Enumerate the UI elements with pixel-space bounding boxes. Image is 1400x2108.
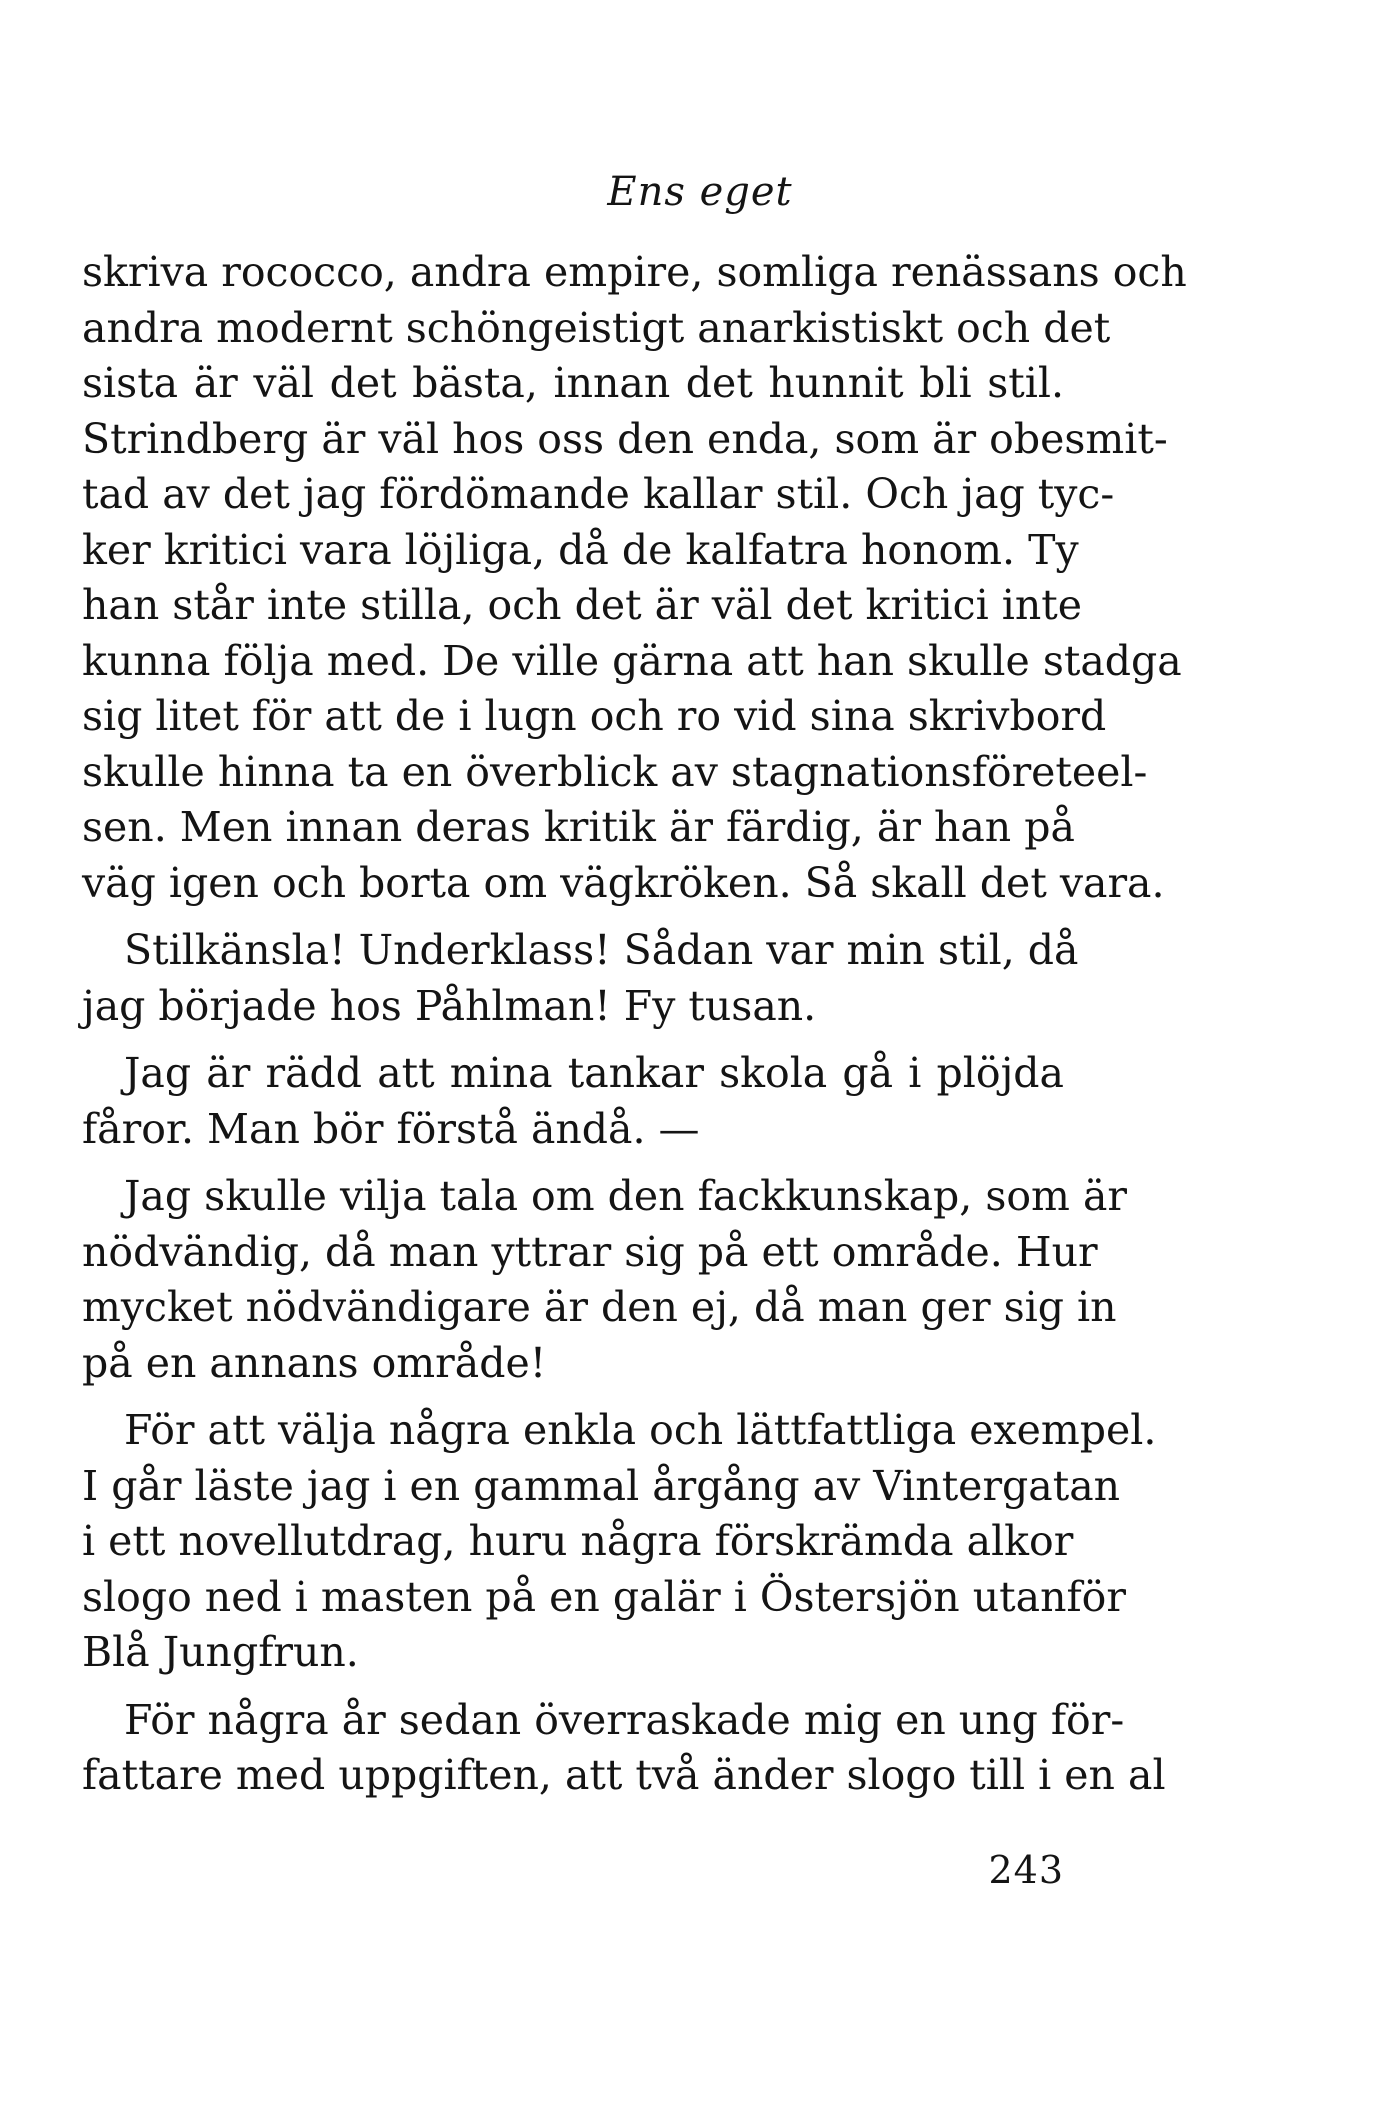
text-line: sig litet för att de i lugn och ro vid sina skrivbord <box>82 692 1107 740</box>
paragraph-3 <box>82 1046 1064 1157</box>
text-line: jag började hos Påhlman! Fy tusan. <box>82 981 817 1030</box>
running-head: Ens eget <box>607 169 793 215</box>
text-line: Jag är rädd att mina tankar skola gå i plöjda <box>124 1049 1064 1097</box>
text-line: skriva rococco, andra empire, somliga renässans och <box>82 248 1187 296</box>
text-line: För att välja några enkla och lättfattliga exempel. <box>124 1406 1157 1454</box>
paragraph-2 <box>82 923 1079 1034</box>
text-line: nödvändig, då man yttrar sig på ett område. Hur <box>82 1227 1098 1276</box>
text-line: skulle hinna ta en överblick av stagnationsföreteel- <box>82 747 1148 796</box>
text-line: slogo ned i masten på en galär i Östersjön utanför <box>82 1572 1126 1621</box>
text-line: sen. Men innan deras kritik är färdig, är han på <box>82 803 1075 851</box>
text-line: ker kritici vara löjliga, då de kalfatra honom. Ty <box>82 525 1079 574</box>
text-line: För några år sedan överraskade mig en ung för- <box>124 1695 1125 1744</box>
paragraph-6 <box>82 1693 1166 1804</box>
text-line: tad av det jag fördömande kallar stil. Och jag tyc- <box>82 470 1115 518</box>
text-line: fåror. Man bör förstå ändå. — <box>82 1104 700 1153</box>
text-line: i ett novellutdrag, huru några förskrämda alkor <box>82 1517 1074 1565</box>
text-line: Strindberg är väl hos oss den enda, som är obesmit- <box>82 414 1168 463</box>
text-line: fattare med uppgiften, att två änder slogo till i en al <box>82 1751 1166 1799</box>
text-line: I går läste jag i en gammal årgång av Vintergatan <box>82 1461 1121 1510</box>
paragraph-1 <box>82 245 1187 911</box>
text-line: Stilkänsla! Underklass! Sådan var min stil, då <box>124 926 1079 974</box>
text-line: väg igen och borta om vägkröken. Så skall det vara. <box>82 858 1165 907</box>
text-line: kunna följa med. De ville gärna att han skulle stadga <box>82 636 1182 685</box>
text-line: mycket nödvändigare är den ej, då man ger sig in <box>82 1283 1117 1331</box>
paragraph-4 <box>82 1169 1127 1391</box>
body-text <box>82 245 1187 1816</box>
text-line: sista är väl det bästa, innan det hunnit bli stil. <box>82 359 1064 407</box>
text-line: Jag skulle vilja tala om den fackkunskap, som är <box>124 1172 1127 1220</box>
text-line: andra modernt schöngeistigt anarkistiskt och det <box>82 303 1111 352</box>
text-line: Blå Jungfrun. <box>82 1628 359 1676</box>
page-number: 243 <box>988 1848 1064 1892</box>
text-line: han står inte stilla, och det är väl det kritici inte <box>82 581 1082 629</box>
text-line: på en annans område! <box>82 1338 547 1387</box>
paragraph-5 <box>82 1403 1157 1681</box>
